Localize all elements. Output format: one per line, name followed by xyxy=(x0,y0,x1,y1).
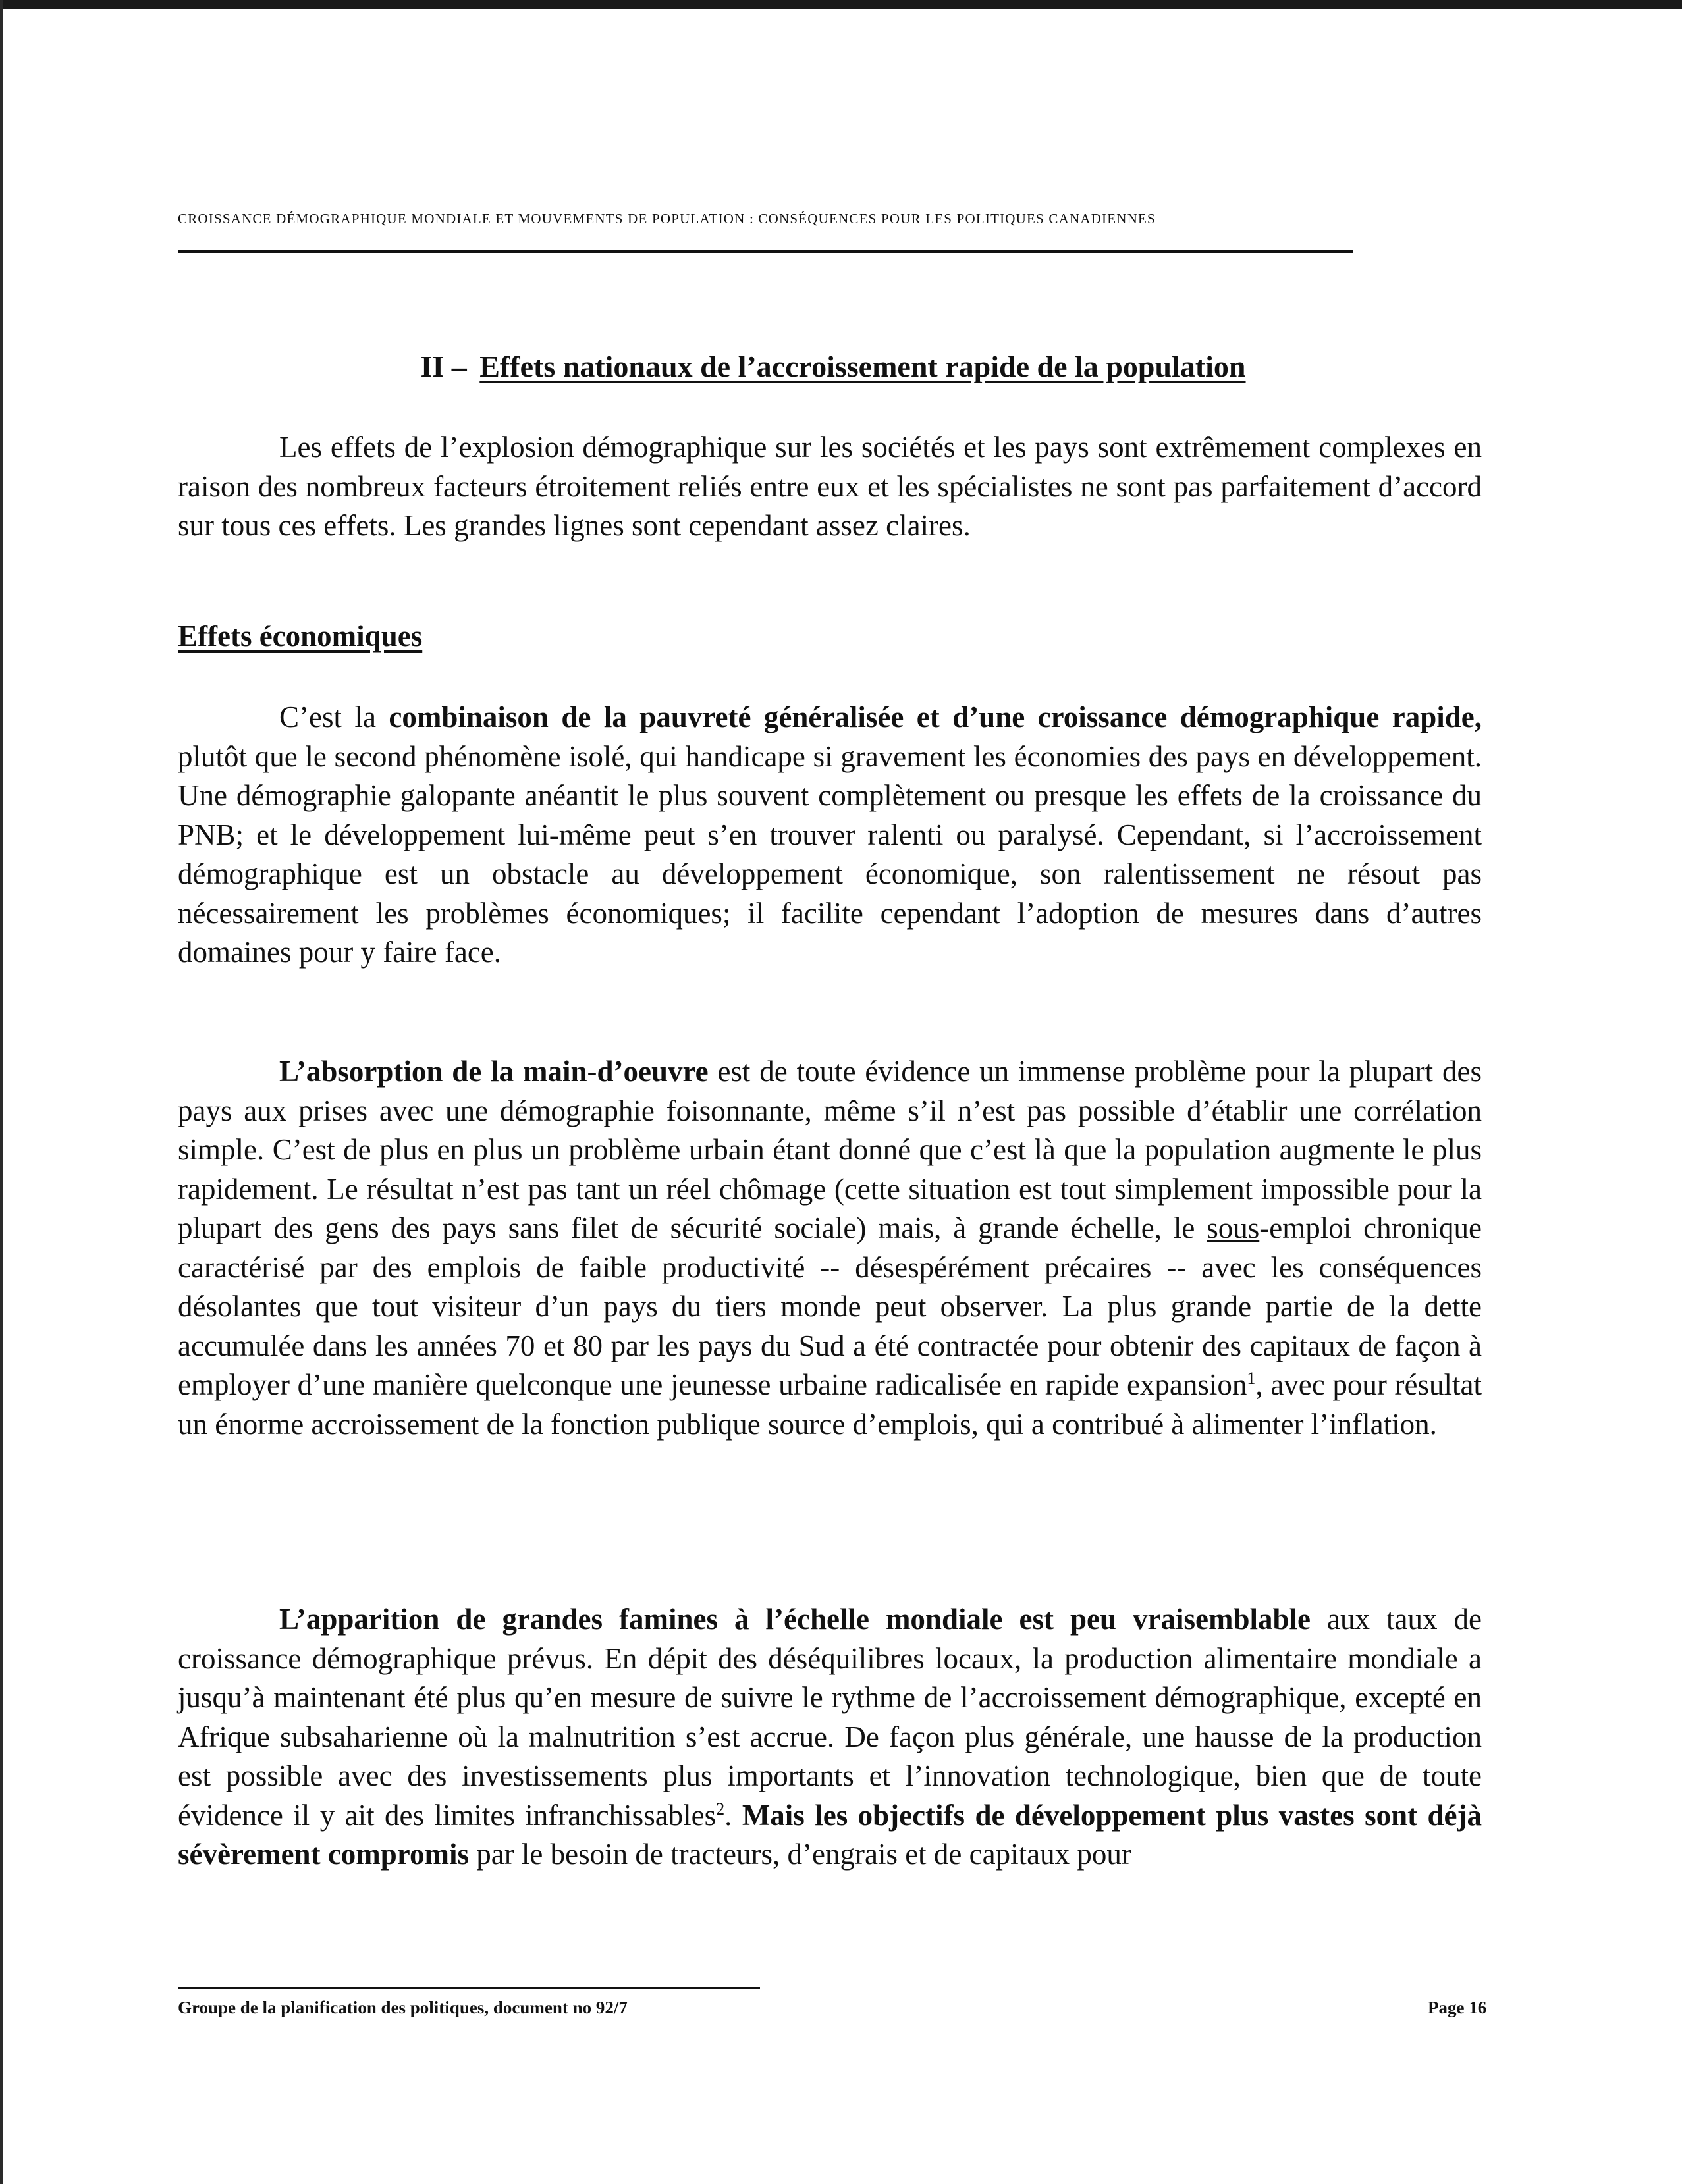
subheading-economic-effects: Effets économiques xyxy=(178,620,423,653)
paragraph-3-body-b: -emploi chronique caractérisé par des emplois de faible productivité -- désespérément précaires -- avec les conséquences désolantes que tout visiteur d’un pays du tiers monde peut observer. La plus grande partie de la dette accumulée dans les années 70 et 80 par les pays du Sud a été contractée pour obtenir des capitaux de façon à employer d’une manière quelconque une jeunesse urbaine radicalisée en rapide expansion xyxy=(178,1212,1482,1401)
paragraph-3-body-c: , avec pour résultat un énorme accroissement de la fonction publique source d’emplois, qui a contribué à alimenter l’inflation. xyxy=(178,1368,1482,1441)
paragraph-4-emphasis: L’apparition de grandes famines à l’échelle mondiale est peu vraisemblable xyxy=(279,1603,1311,1636)
header-rule xyxy=(178,250,1353,253)
section-title xyxy=(178,349,1488,384)
paragraph-4-body-a: aux taux de croissance démographique prévus. En dépit des déséquilibres locaux, la production alimentaire mondiale a jusqu’à maintenant été plus qu’en mesure de suivre le rythme de l’accroissement démographique, excepté en Afrique subsaharienne où la malnutrition s’est accrue. De façon plus générale, une hausse de la production est possible avec des investissements plus importants et l’innovation technologique, bien que de toute évidence il y ait des limites infranchissables xyxy=(178,1603,1482,1832)
scan-top-border xyxy=(0,0,1682,9)
page-number: Page 16 xyxy=(1428,1998,1487,2017)
section-number: II – xyxy=(420,350,467,383)
scan-left-edge xyxy=(0,0,3,2184)
section-title-text: Effets nationaux de l’accroissement rapide de la population xyxy=(479,350,1246,383)
paragraph-2-emphasis: combinaison de la pauvreté généralisée et d’une croissance démographique rapide, xyxy=(389,701,1482,733)
paragraph-3-lead: L’ xyxy=(279,1055,306,1088)
paragraph-labour-absorption xyxy=(178,1052,1482,1444)
paragraph-3-underlined: sous xyxy=(1207,1212,1260,1244)
paragraph-famine xyxy=(178,1600,1482,1875)
paragraph-2-body: plutôt que le second phénomène isolé, qui handicape si gravement les économies des pays en développement. Une démographie galopante anéantit le plus souvent complètement ou presque les effets de la croissance du PNB; et le développement lui-même peut s’en trouver ralenti ou paralysé. Cependant, si l’accroissement démographique est un obstacle au développement économique, son ralentissement ne résout pas nécessairement les problèmes économiques; il facilite cependant l’adoption de mesures dans d’autres domaines pour y faire face. xyxy=(178,739,1482,969)
paragraph-3-body-a: est de toute évidence un immense problème pour la plupart des pays aux prises avec une démographie foisonnante, même s’il n’est pas possible d’établir une corrélation simple. C’est de plus en plus un problème urbain étant donné que c’est là que la population augmente le plus rapidement. Le résultat n’est pas tant un réel chômage (cette situation est tout simplement impossible pour la plupart des gens des pays sans filet de sécurité sociale) mais, à grande échelle, le xyxy=(178,1055,1482,1244)
paragraph-4-body-b: . xyxy=(724,1798,742,1832)
intro-paragraph: Les effets de l’explosion démographique sur les sociétés et les pays sont extrêmement complexes en raison des nombreux facteurs étroitement reliés entre eux et les spécialistes ne sont pas parfaitement d’accord sur tous ces effets. Les grandes lignes sont cependant assez claires. xyxy=(178,431,1482,542)
footnote-ref-1[interactable]: 1 xyxy=(1247,1369,1256,1388)
paragraph-2-lead: C’est la xyxy=(279,701,389,733)
paragraph-4-body-c: par le besoin de tracteurs, d’engrais et de capitaux pour xyxy=(468,1838,1131,1871)
running-header: CROISSANCE DÉMOGRAPHIQUE MONDIALE ET MOUVEMENTS DE POPULATION : CONSÉQUENCES POUR LES POLITIQUES CANADIENNES xyxy=(178,211,1156,226)
footer-rule xyxy=(178,1987,760,1989)
paragraph-3-emphasis: absorption de la main-d’oeuvre xyxy=(306,1055,709,1088)
footer-document-reference: Groupe de la planification des politiques, document no 92/7 xyxy=(178,1998,628,2017)
paragraph-poverty-growth xyxy=(178,698,1482,972)
paragraph-4-emphasis-b: Mais les objectifs de développement plus vastes sont déjà sévèrement compromis xyxy=(178,1798,1482,1871)
footnote-ref-2[interactable]: 2 xyxy=(716,1799,725,1819)
